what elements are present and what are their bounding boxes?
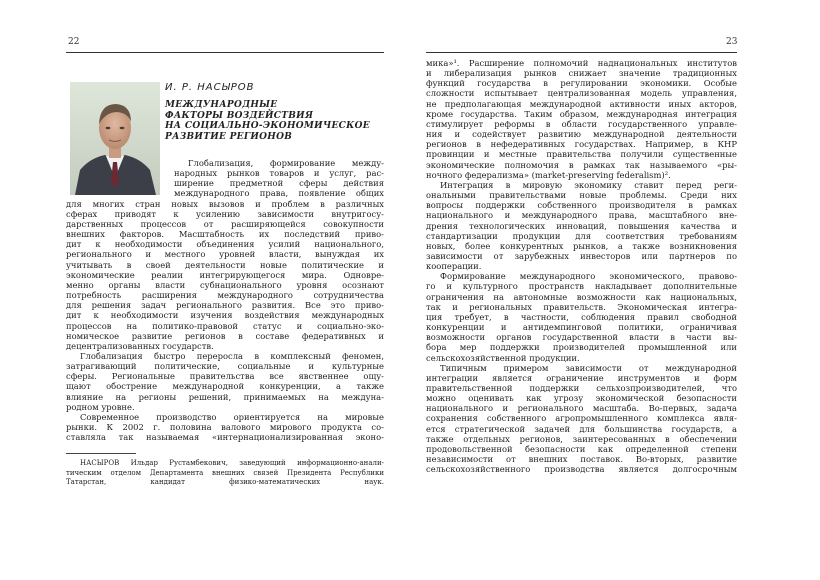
text-line: ограничения на автономные возможности как национальных, [426,291,737,302]
text-line: национального и регионального масштаба. Во-первых, задача [426,403,737,414]
text-line: независимости от внешних поставок. Во-вторых, развитие [426,454,737,465]
text-line: менно органы власти субнационального уровня осознают [66,279,384,290]
text-line: ширение предметной сферы действия [174,178,384,189]
text-line: можно оценивать как угрозу экономической безопасности [426,393,737,404]
footnote-line: тическим отделом Департамента внешних связей Президента Республики [66,468,384,477]
title-line: МЕЖДУНАРОДНЫЕ [165,100,278,110]
text-line: функций государства в регулировании экономики. Особые [426,78,737,89]
text-line: дрения технологических инноваций, повышения качества и [426,220,737,231]
text-line: рынки. К 2002 г. половина валового мирового продукта со- [66,422,384,433]
text-line: сельскохозяйственной продукции. [426,352,580,363]
text-line: так и региональных правительств. Экономическая интегра- [426,301,737,312]
text-line: Глобализация, формирование между- [188,158,384,168]
article-title [165,100,385,142]
text-line: децентрализованных государств. [66,340,214,351]
text-line: ется стратегической задачей для большинства государств, а [426,423,737,434]
text-line: национального и международного права, масштабного вне- [426,210,737,221]
text-line: конкуренции и антидемпинговой политики, ограничивая [426,322,737,333]
text-line: интеграции является ограничение инструментов и форм [426,372,737,383]
footnote-rule [66,453,136,454]
title-line: НА СОЦИАЛЬНО-ЭКОНОМИЧЕСКОЕ [165,121,370,131]
text-line: дит к необходимости изучения воздействия международных [66,310,384,321]
text-line: кроме государства. Таким образом, международная интеграция [426,108,737,119]
text-line: Интеграция в мировую экономику ставит перед реги- [440,179,737,190]
text-line: народных рынков товаров и услуг, рас- [174,168,384,179]
text-line: стимулирует реформы в области государственного управле- [426,118,737,129]
text-line: стандартизации продукции для соответствия требованиям [426,230,737,241]
text-line: го и культурного пространств накладывает дополнительные [426,281,737,292]
text-line: для многих стран новых вызовов и проблем в различных [66,198,384,209]
text-line: возможности органов государственной власти в части вы- [426,332,737,343]
text-line: Современное производство ориентируется на мировые [80,411,384,422]
title-line: ФАКТОРЫ ВОЗДЕЙСТВИЯ [165,110,314,121]
text-line: также отдельных регионов, заинтересованных в обеспечении [426,433,737,444]
text-line: ния и содействует развитию международной деятельности [426,129,737,140]
text-line: дит к необходимости объединения усилий национального, [66,239,384,250]
text-line: регионов в нефедеративных государствах. Например, в КНР [426,139,737,150]
text-line: сложности испытывает централизованная модель управления, [426,88,737,99]
title-line: РАЗВИТИЕ РЕГИОНОВ [165,131,293,142]
text-line: затрагивающий политические, социальные и культурные [66,361,384,372]
text-line: продовольственной безопасности как определенной степени [426,443,737,454]
text-line: международного права, появление общих [174,188,384,199]
text-line: Формирование международного экономического, правово- [440,271,737,282]
text-line: ция требует, в частности, соблюдения правил свободной [426,311,737,322]
left-header-rule [66,52,384,53]
text-line: внешних факторов. Масштабность их последствий приво- [66,229,384,240]
text-line: сохранения собственного агропромышленного комплекса явля- [426,413,737,424]
text-line: процессов на политико-правовой статус и социально-эко- [66,320,384,331]
text-line: экономические реалии интегрирующегося мира. Одновре- [66,269,384,280]
right-text-column [426,58,737,474]
text-line: регионального и местного уровней власти, вынуждая их [66,249,384,260]
footnote-line: НАСЫРОВ Ильдар Рустамбекович, заведующий информационно-анали- [80,459,384,467]
text-line: не предполагающая международной активности иных акторов, [426,98,737,109]
footnote-line: Татарстан, кандидат физико-математических наук. [66,478,384,487]
left-page-number: 22 [68,37,80,47]
left-text-column [66,158,384,442]
text-line: номическое развитие регионов в составе федеративных и [66,330,384,341]
text-line: сельскохозяйственного производства является долгосрочным [426,464,737,475]
text-line: ональными правительствами новые проблемы. Среди них [426,190,737,201]
text-line: учитывать в своей деятельности новые политические и [66,259,384,270]
right-header-rule [426,52,737,53]
text-line: щают обострение международной конкуренции, а также [66,381,384,392]
text-line: правительственной поддержки сельхозпроизводителей, что [426,383,737,393]
text-line: родном уровне. [66,401,135,412]
text-line: вопросы поддержки собственного производителя в рамках [426,200,737,211]
text-line: бора мер поддержки производителей промышленной или [426,342,737,353]
text-line: зависимости от зарубежных инвесторов или партнеров по [426,250,737,261]
author-name: И. Р. НАСЫРОВ [165,82,255,93]
author-footnote [66,459,384,488]
text-line: влияние на регионы решений, принимаемых на междуна- [66,391,384,402]
text-line: потребность расширения международного сотрудничества [66,290,384,301]
text-line: кооперации. [426,261,482,272]
text-line: сферы. Региональные правительства все явственнее ощу- [66,371,384,382]
right-page-number: 23 [726,37,738,47]
text-line: провинции и местные правительства получили существенные [426,149,737,160]
text-line: Глобализация быстро переросла в комплексный феномен, [80,350,384,361]
text-line: экономические полномочия в рамках так называемого «ры- [426,159,737,170]
text-line: ночного федерализма» (market-preserving federalism)². [426,169,671,180]
text-line: ставляла так называемая «интернационализированная эконо- [66,432,384,443]
text-line: и либерализация рынков снижает значение традиционных [426,68,737,79]
text-line: для решения задач регионального развития. Все это приво- [66,300,384,311]
text-line: дарственных процессов от расширяющейся совокупности [66,218,384,229]
text-line: Типичным примером зависимости от международной [440,362,737,373]
text-line: новых, более конкурентных рынков, а также возникновения [426,240,737,251]
text-line: мика»¹. Расширение полномочий наднациональных институтов [426,58,737,68]
text-line: сферах приводят к усилению зависимости внутригосу- [66,208,384,219]
